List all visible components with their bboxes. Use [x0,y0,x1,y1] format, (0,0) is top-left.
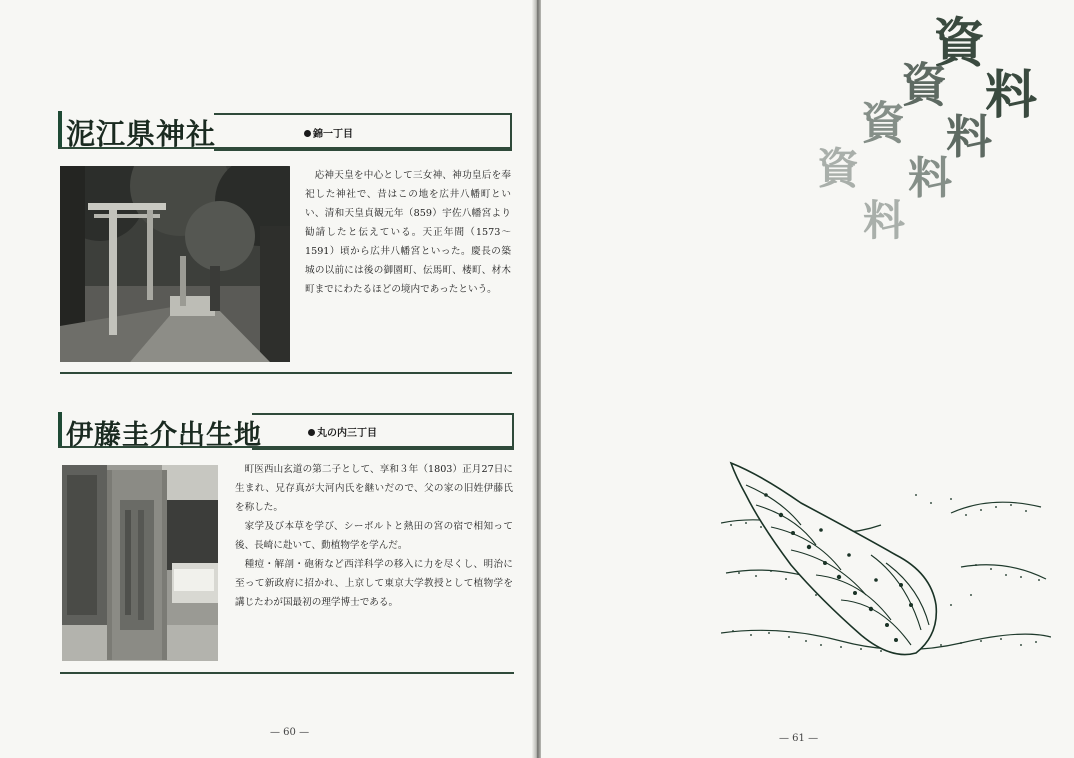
section1-location-text: 錦一丁目 [313,129,353,140]
section2-header-frame [252,413,514,450]
section1-header-frame [214,113,512,151]
section1-body [305,166,511,299]
kanji-shi-4: 資 [817,144,860,193]
section2-paragraph-1: 町医西山玄道の第二子として、享和３年（1803）正月27日に生まれ、兄存真が大河内氏を継いだので、父の家の旧姓伊藤氏を称した。 [235,464,513,513]
right-page [541,0,1074,758]
title-accent-bar [58,412,62,448]
section2-location [308,424,377,439]
monument-photo [62,465,218,661]
kanji-ryo-1: 料 [985,65,1038,126]
bullet-icon [304,130,311,137]
kanji-shi-1: 資 [933,13,986,74]
section2-paragraph-2: 家学及び本草を学び、シーボルトと熱田の宮の宿で相知って後、長崎に赴いて、動植物学を学んだ。 [235,521,513,551]
section-divider [60,372,512,374]
kanji-ryo-3: 料 [908,153,952,204]
section2-location-text: 丸の内三丁目 [317,428,377,439]
kanji-ryo-2: 料 [946,110,992,164]
shell-illustration [721,455,1051,680]
page-number-right: — 61 — [779,733,819,744]
section2-paragraph-3: 種痘・解剖・砲術など西洋科学の移入に力を尽くし、明治に至って新政府に招かれ、上京して東京大学教授として植物学を講じたわが国最初の理学博士である。 [235,559,513,608]
page-number-left: — 60 — [270,727,310,738]
bullet-icon [308,429,315,436]
kanji-shi-3: 資 [861,98,905,149]
section1-location [304,125,353,140]
kanji-shi-2: 資 [901,58,947,112]
section1-paragraph: 応神天皇を中心として三女神、神功皇后を奉祀した神社で、昔はこの地を広井八幡町といい、清和天皇貞観元年（859）宇佐八幡宮より勧請したと伝えている。天正年間（1573～1591）頃から広井八幡宮といった。慶長の築城の以前には後の御園町、伝馬町、楼町、材木町までにわたるほどの境内であったという。 [305,170,511,295]
section2-body [235,460,513,612]
title-accent-bar [58,111,62,149]
section1-title: 泥江県神社 [66,117,217,151]
shrine-photo [60,166,290,362]
kanji-ryo-4: 料 [863,196,906,245]
section2-title: 伊藤圭介出生地 [66,420,262,451]
section-divider-bottom [60,672,514,674]
